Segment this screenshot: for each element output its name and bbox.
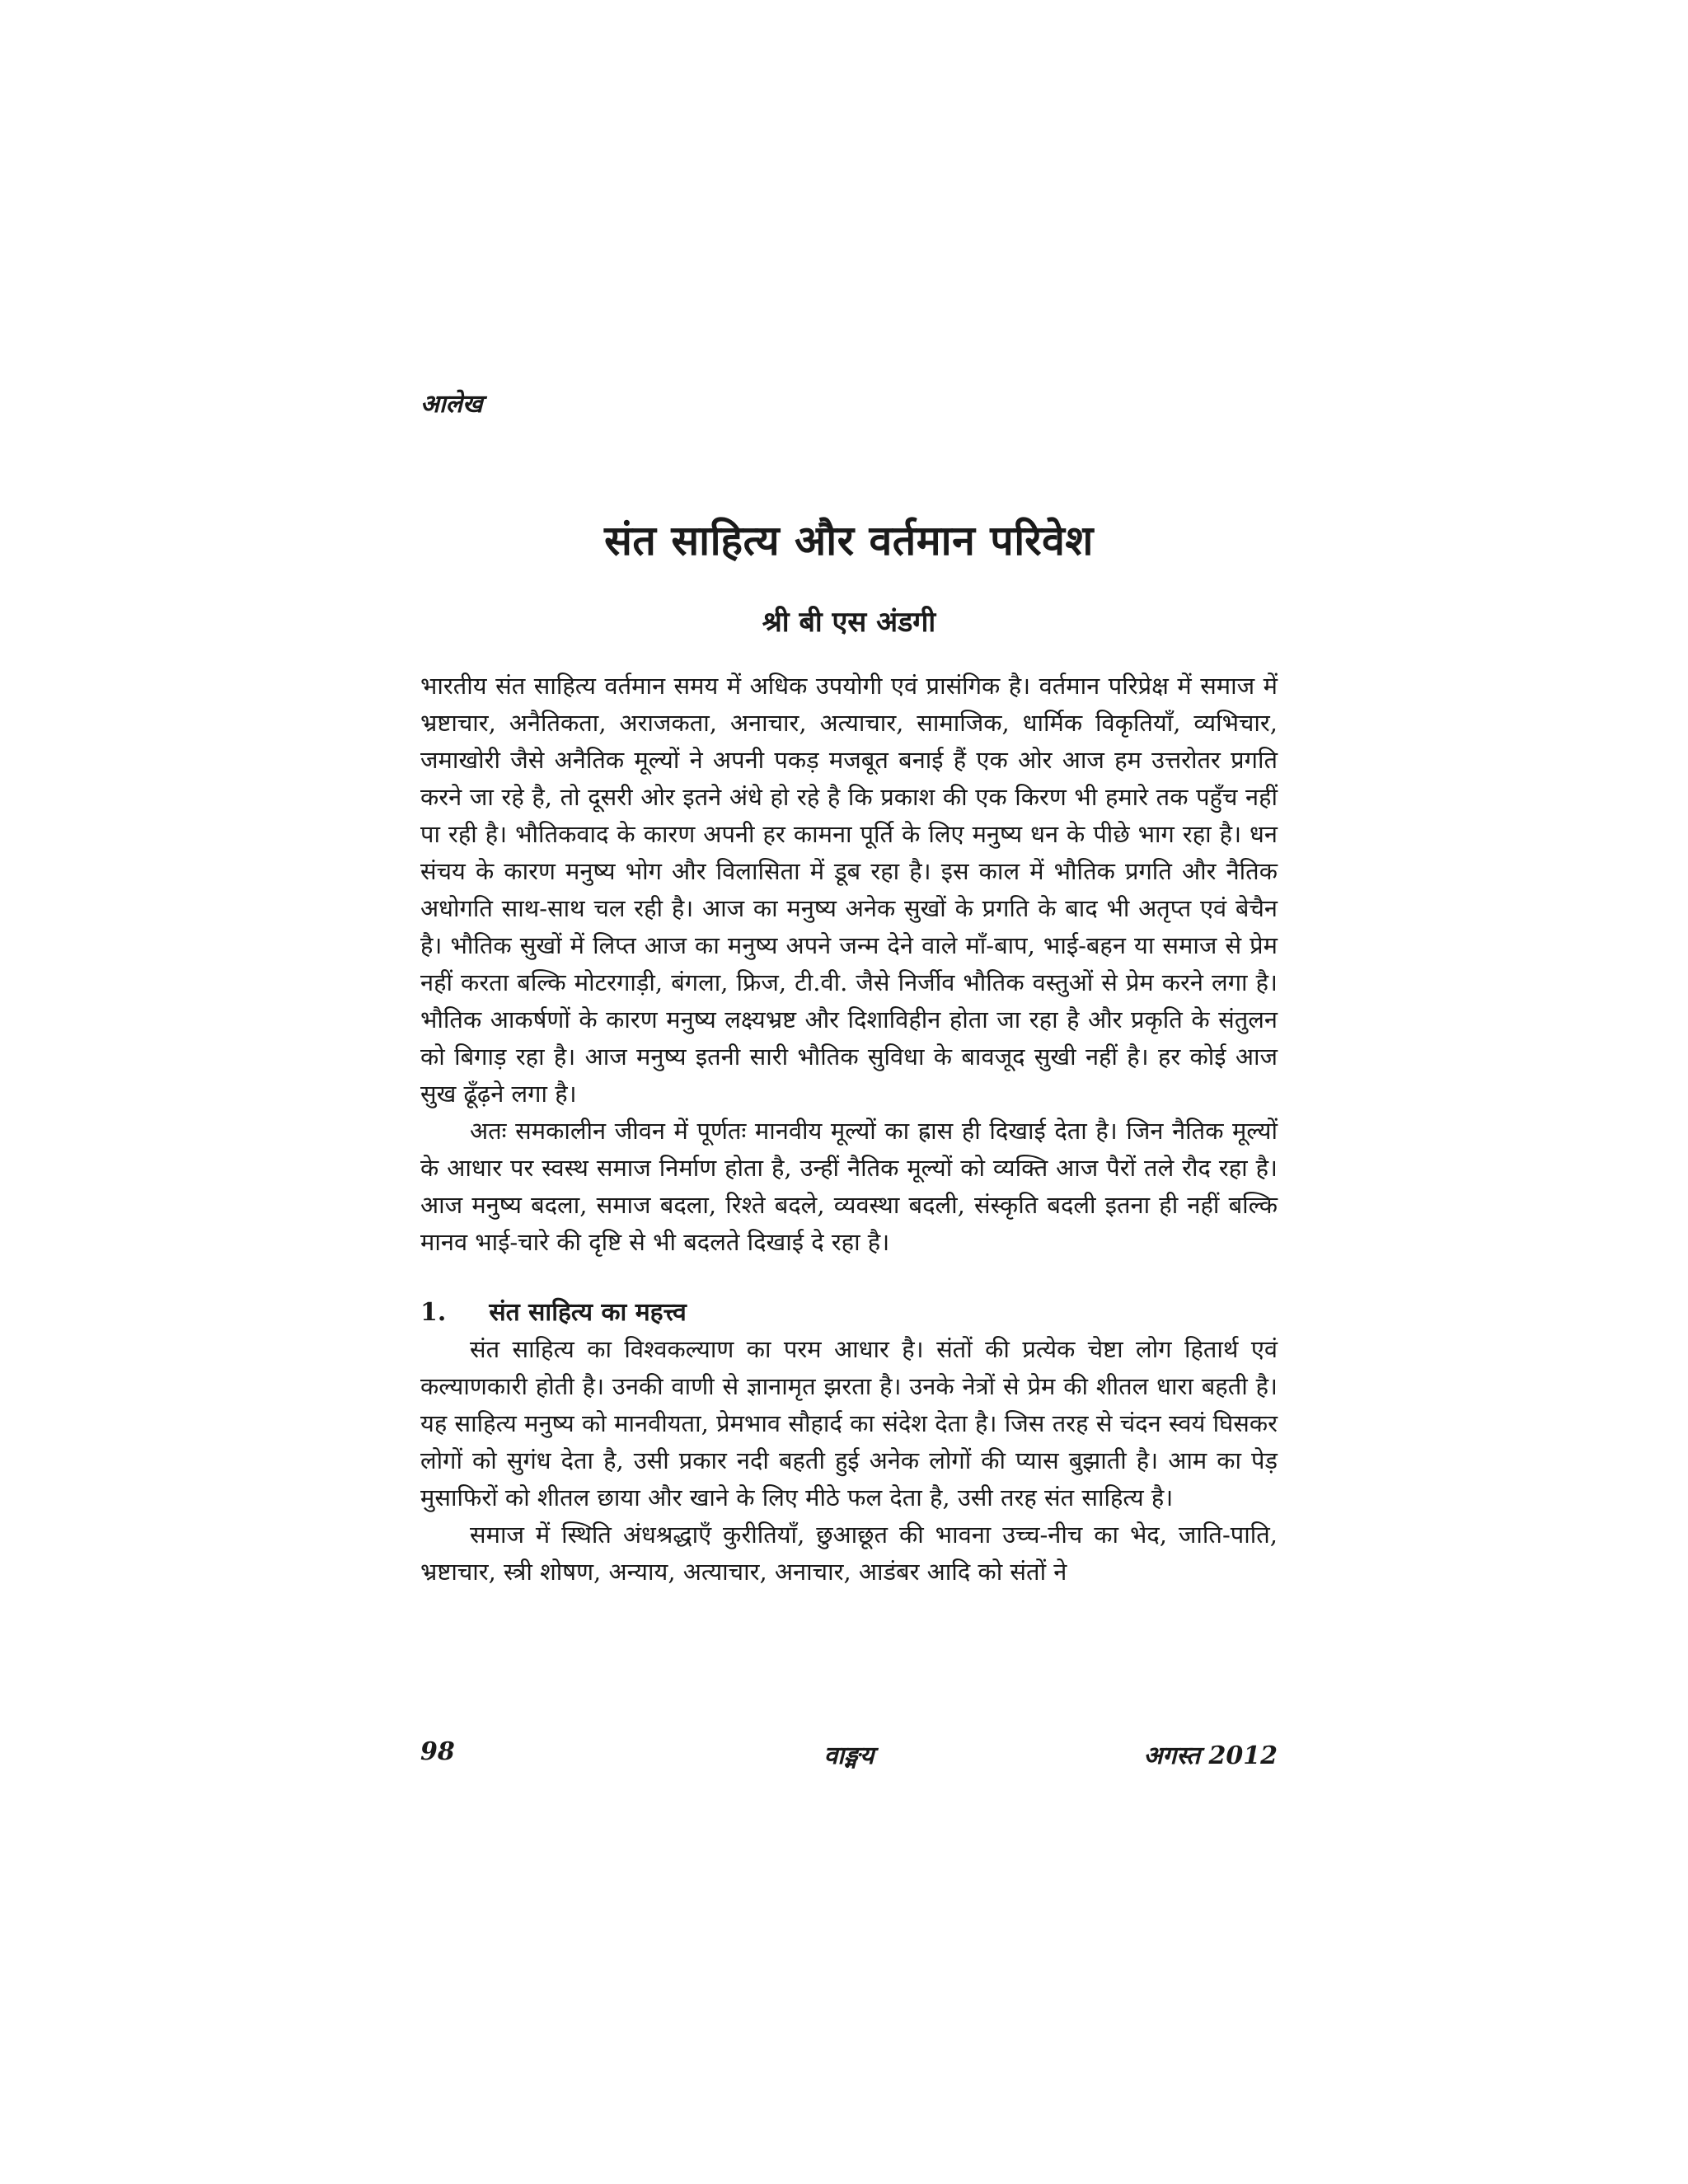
section-paragraph-1: संत साहित्य का विश्वकल्याण का परम आधार है। संतों की प्रत्येक चेष्टा लोग हितार्थ एवं कल्याणकारी होती है। उनकी वाणी से ज्ञानामृत झरता है। उनके नेत्रों से प्रेम की शीतल धारा बहती है। यह साहित्य मनुष्य को मानवीयता, प्रेमभाव सौहार्द का संदेश देता है। जिस तरह से चंदन स्वयं घिसकर लोगों को सुगंध देता है, उसी प्रकार नदी बहती हुई अनेक लोगों की प्यास बुझाती है। आम का पेड़ मुसाफिरों को शीतल छाया और खाने के लिए मीठे फल देता है, उसी तरह संत साहित्य है। — [420, 1335, 1278, 1511]
section-heading-text: संत साहित्य का महत्त्व — [489, 1298, 687, 1327]
section-label: आलेख — [420, 390, 483, 419]
article-title: संत साहित्य और वर्तमान परिवेश — [604, 516, 1094, 565]
body-paragraph-2: अतः समकालीन जीवन में पूर्णतः मानवीय मूल्यों का ह्रास ही दिखाई देता है। जिन नैतिक मूल्यों के आधार पर स्वस्थ समाज निर्माण होता है, उन्हीं नैतिक मूल्यों को व्यक्ति आज पैरों तले रौद रहा है। आज मनुष्य बदला, समाज बदला, रिश्ते बदले, व्यवस्था बदली, संस्कृति बदली इतना ही नहीं बल्कि मानव भाई-चारे की दृष्टि से भी बदलते दिखाई दे रहा है। — [420, 1117, 1278, 1256]
page-footer — [420, 1737, 1278, 1774]
article-body — [420, 668, 1278, 1591]
section-paragraph-2: समाज में स्थिति अंधश्रद्धाएँ कुरीतियाँ, छुआछूत की भावना उच्च-नीच का भेद, जाति-पाति, भ्रष्टाचार, स्त्री शोषण, अन्याय, अत्याचार, अनाचार, आडंबर आदि को संतों ने — [420, 1521, 1278, 1586]
section-heading — [420, 1294, 1278, 1331]
section-number: 1. — [420, 1298, 447, 1327]
body-paragraph-1: भारतीय संत साहित्य वर्तमान समय में अधिक उपयोगी एवं प्रासंगिक है। वर्तमान परिप्रेक्ष में समाज में भ्रष्टाचार, अनैतिकता, अराजकता, अनाचार, अत्याचार, सामाजिक, धार्मिक विकृतियाँ, व्यभिचार, जमाखोरी जैसे अनैतिक मूल्यों ने अपनी पकड़ मजबूत बनाई हैं एक ओर आज हम उत्तरोतर प्रगति करने जा रहे है, तो दूसरी ओर इतने अंधे हो रहे है कि प्रकाश की एक किरण भी हमारे तक पहुँच नहीं पा रही है। भौतिकवाद के कारण अपनी हर कामना पूर्ति के लिए मनुष्य धन के पीछे भाग रहा है। धन संचय के कारण मनुष्य भोग और विलासिता में डूब रहा है। इस काल में भौतिक प्रगति और नैतिक अधोगति साथ-साथ चल रही है। आज का मनुष्य अनेक सुखों के प्रगति के बाद भी अतृप्त एवं बेचैन है। भौतिक सुखों में लिप्त आज का मनुष्य अपने जन्म देने वाले माँ-बाप, भाई-बहन या समाज से प्रेम नहीं करता बल्कि मोटरगाड़ी, बंगला, फ्रिज, टी.वी. जैसे निर्जीव भौतिक वस्तुओं से प्रेम करने लगा है। भौतिक आकर्षणों के कारण मनुष्य लक्ष्यभ्रष्ट और दिशाविहीन होता जा रहा है और प्रकृति के संतुलन को बिगाड़ रहा है। आज मनुष्य इतनी सारी भौतिक सुविधा के बावजूद सुखी नहीं है। हर कोई आज सुख ढूँढ़ने लगा है। — [420, 672, 1278, 1108]
article-author: श्री बी एस अंडगी — [762, 606, 936, 639]
journal-name: वाङ्मय — [823, 1741, 874, 1770]
issue-date: अगस्त 2012 — [1143, 1741, 1278, 1770]
page-number: 98 — [420, 1737, 455, 1766]
